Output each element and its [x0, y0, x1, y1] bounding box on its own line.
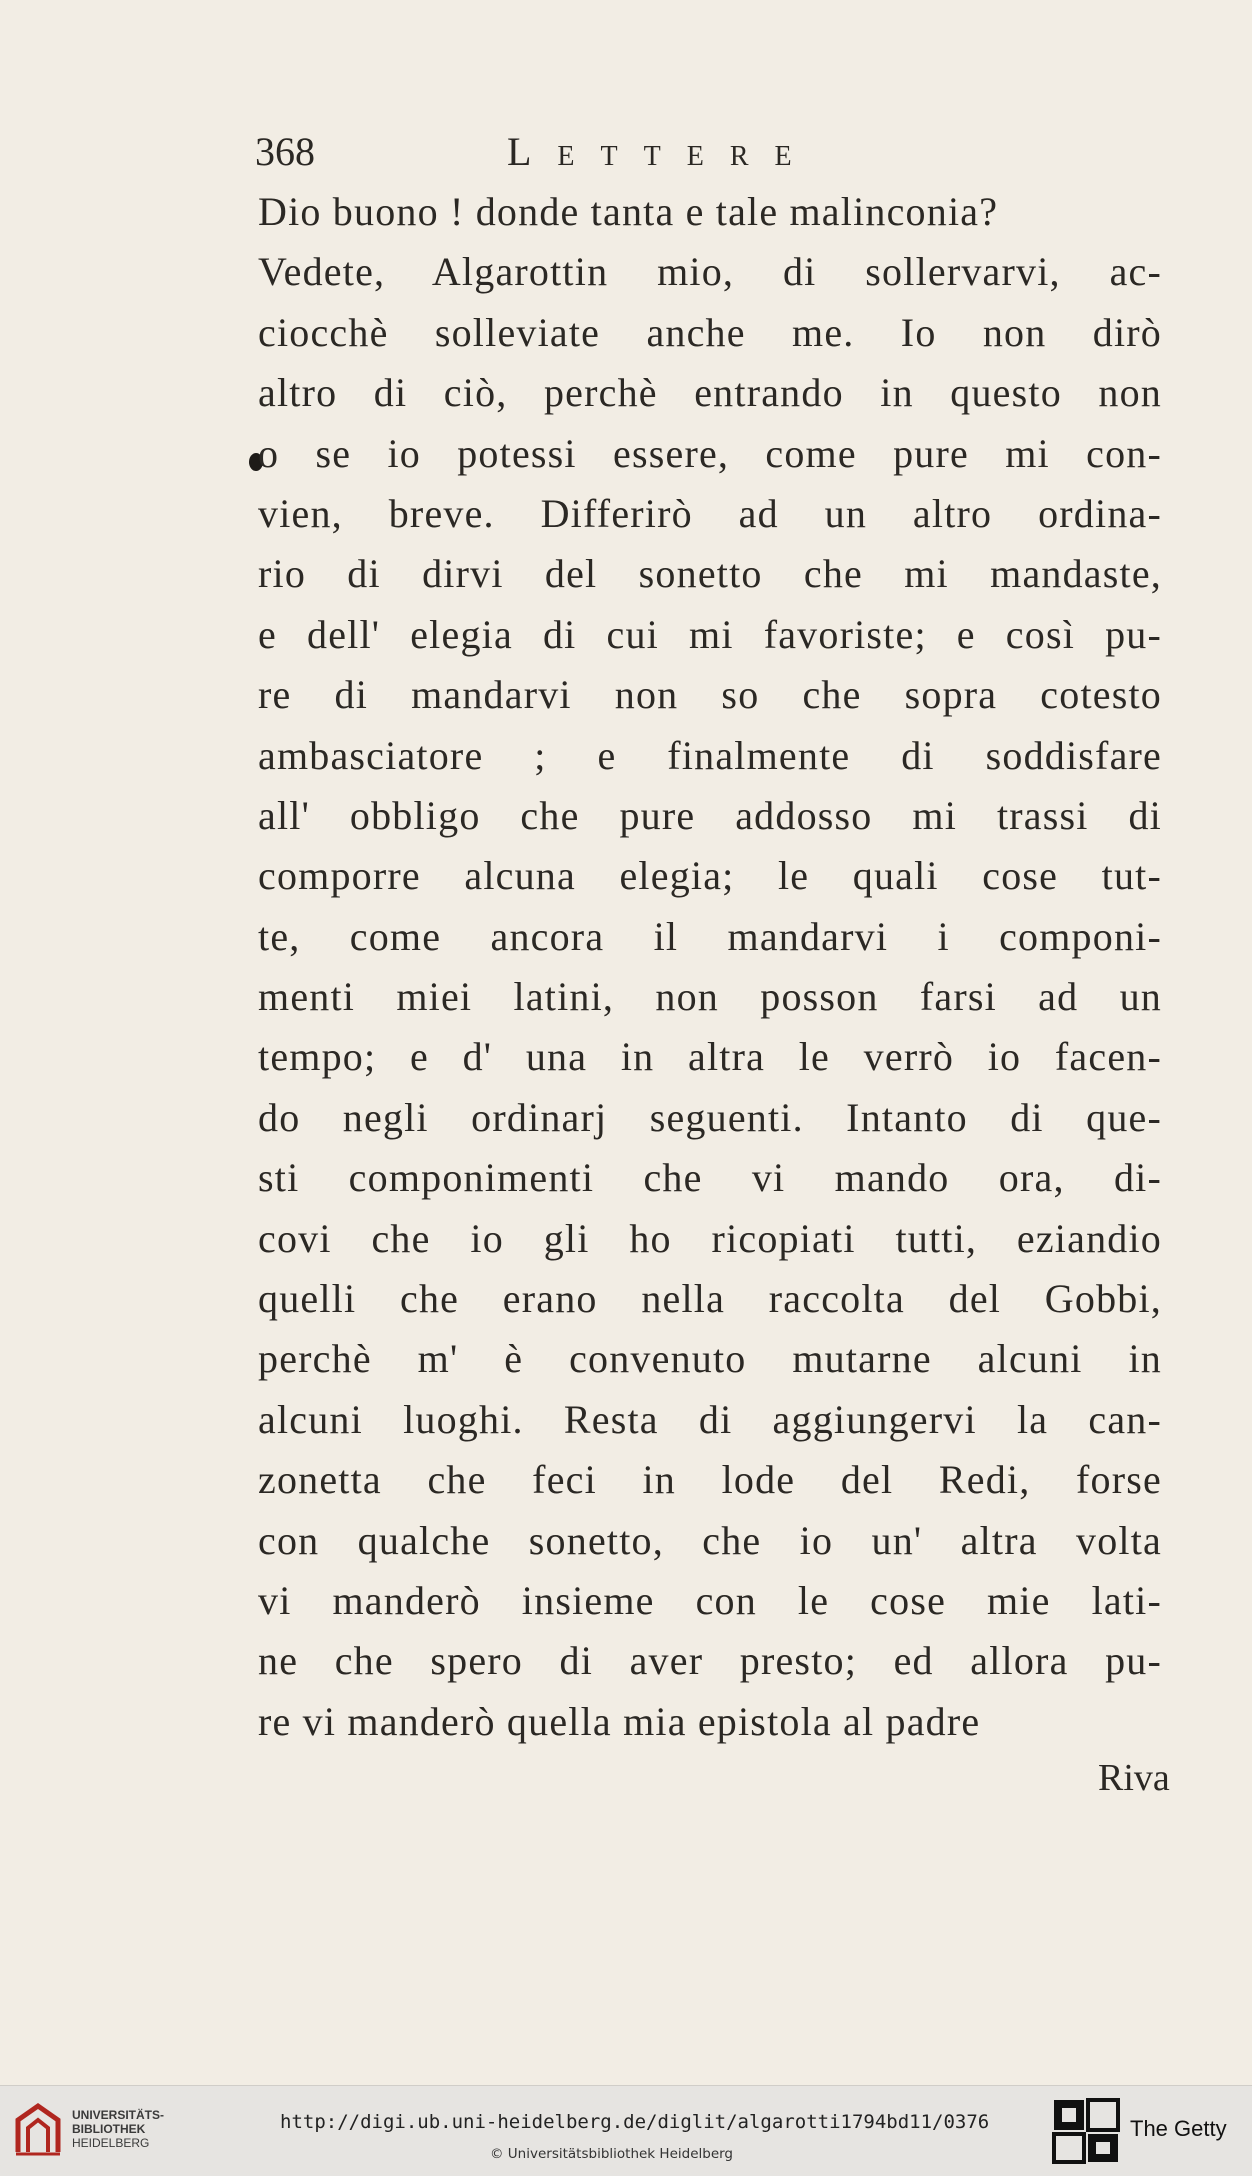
letter-text: [258, 182, 1162, 1752]
running-title: Lettere: [507, 129, 818, 174]
text-line: vi manderò insieme con le cose mie lati-: [258, 1577, 1162, 1623]
text-line: covi che io gli ho ricopiati tutti, eziandio: [258, 1215, 1162, 1261]
text-line: altro di ciò, perchè entrando in questo non: [258, 370, 1162, 416]
library-name-line: UNIVERSITÄTS-: [72, 2108, 165, 2122]
text-line: quelli che erano nella raccolta del Gobbi,: [258, 1276, 1162, 1322]
text-line: re vi manderò quella mia epistola al padre: [258, 1698, 981, 1744]
text-line: comporre alcuna elegia; le quali cose tut-: [258, 853, 1162, 899]
text-line: do negli ordinarj seguenti. Intanto di que-: [258, 1094, 1162, 1140]
getty-logo-icon: [1052, 2098, 1122, 2164]
text-line: tempo; e d' una in altra le verrò io facen-: [258, 1034, 1162, 1080]
viewer-footer: [0, 2085, 1252, 2176]
text-line: te, come ancora il mandarvi i componi-: [258, 913, 1162, 959]
text-line: vien, breve. Differirò ad un altro ordina-: [258, 490, 1162, 536]
page-number: 368: [255, 129, 315, 174]
text-line: ambasciatore ; e finalmente di soddisfare: [258, 732, 1162, 778]
text-line: perchè m' è convenuto mutarne alcuni in: [258, 1336, 1162, 1382]
text-line: ne che spero di aver presto; ed allora pu-: [258, 1638, 1162, 1684]
text-line: e dell' elegia di cui mi favoriste; e così pu-: [258, 611, 1162, 657]
text-line: Vedete, Algarottin mio, di sollervarvi, ac-: [258, 249, 1162, 295]
text-line: sti componimenti che vi mando ora, di-: [258, 1155, 1162, 1201]
library-name-line: HEIDELBERG: [72, 2136, 150, 2150]
text-line: ciocchè solleviate anche me. Io non dirò: [258, 309, 1162, 355]
text-line: o se io potessi essere, come pure mi con-: [258, 430, 1162, 476]
text-line: re di mandarvi non so che sopra cotesto: [258, 672, 1162, 718]
catchword: Riva: [1098, 1757, 1170, 1799]
source-url-link[interactable]: http://digi.ub.uni-heidelberg.de/diglit/algarotti1794bd11/0376: [280, 2111, 990, 2133]
text-line: rio di dirvi del sonetto che mi mandaste,: [258, 551, 1162, 597]
running-head: [255, 128, 955, 178]
text-line: zonetta che feci in lode del Redi, forse: [258, 1457, 1162, 1503]
text-line: alcuni luoghi. Resta di aggiungervi la can-: [258, 1396, 1162, 1442]
partner-name: The Getty: [1130, 2116, 1227, 2141]
library-name: [72, 2108, 164, 2150]
text-line: all' obbligo che pure addosso mi trassi di: [258, 792, 1162, 838]
copyright-notice: © Universitätsbibliothek Heidelberg: [490, 2146, 734, 2162]
text-line: menti miei latini, non posson farsi ad un: [258, 974, 1162, 1020]
university-library-logo-icon: [12, 2100, 64, 2158]
library-name-line: BIBLIOTHEK: [72, 2122, 146, 2136]
text-line: Dio buono ! donde tanta e tale malinconia?: [258, 189, 999, 234]
text-line: con qualche sonetto, che io un' altra volta: [258, 1517, 1162, 1563]
